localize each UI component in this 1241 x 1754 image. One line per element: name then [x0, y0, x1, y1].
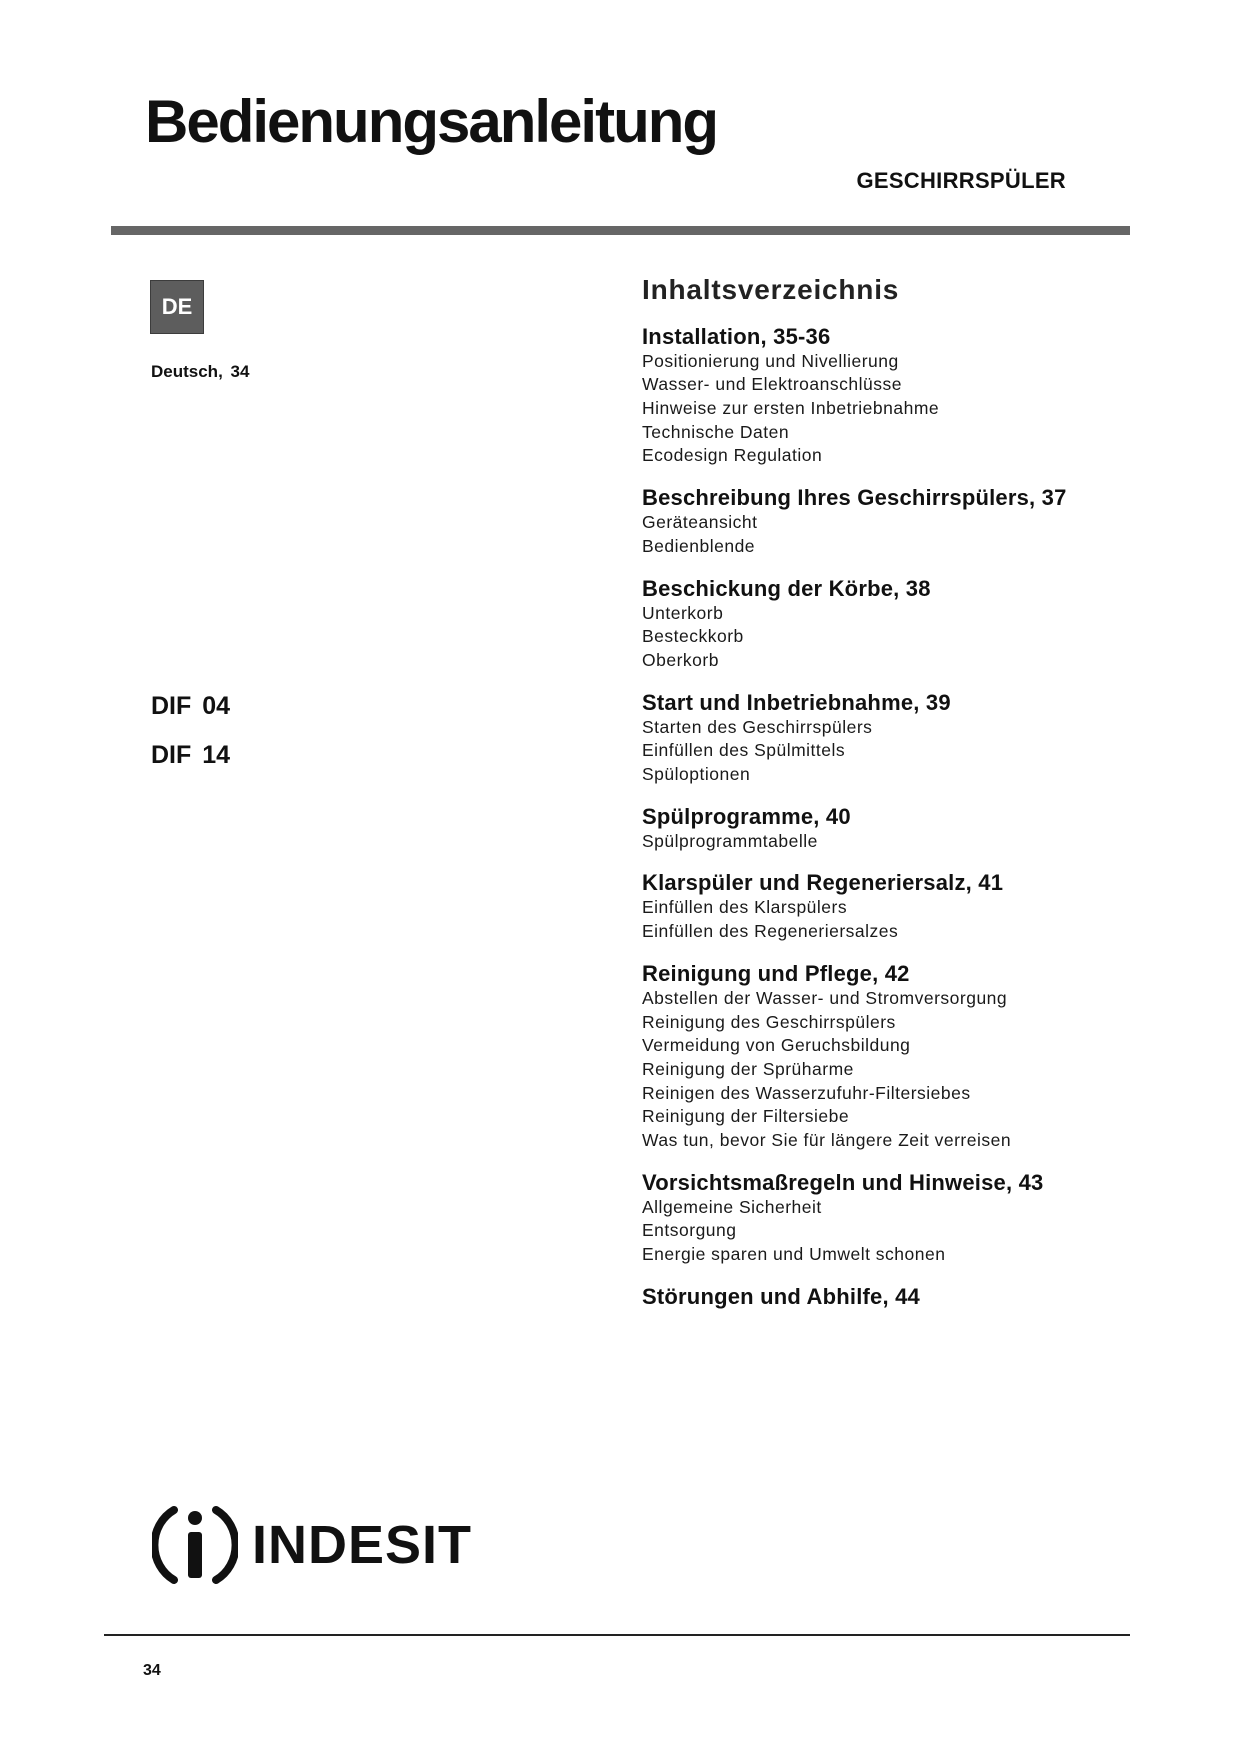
table-of-contents [642, 273, 1142, 1326]
page-number: 34 [143, 1662, 161, 1679]
toc-item: Einfüllen des Spülmittels [642, 740, 846, 761]
toc-item: Oberkorb [642, 649, 719, 670]
toc-section [642, 689, 1142, 787]
toc-section [642, 484, 1142, 558]
toc-item: Abstellen der Wasser- und Stromversorgung [642, 987, 1008, 1008]
toc-item: Einfüllen des Regeneriersalzes [642, 921, 899, 942]
product-category: GESCHIRRSPÜLER [856, 168, 1066, 193]
toc-section [642, 1169, 1142, 1267]
brand-name: INDESIT [252, 1515, 473, 1575]
toc-item: Bedienblende [642, 535, 756, 556]
toc-section-title: Klarspüler und Regeneriersalz, 41 [642, 870, 1004, 896]
toc-item: Positionierung und Nivellierung [642, 350, 899, 371]
toc-section-title: Installation, 35-36 [642, 323, 831, 349]
toc-item: Energie sparen und Umwelt schonen [642, 1244, 946, 1265]
toc-section-title: Vorsichtsmaßregeln und Hinweise, 43 [642, 1169, 1044, 1195]
toc-item: Hinweise zur ersten Inbetriebnahme [642, 398, 940, 418]
toc-item: Ecodesign Regulation [642, 445, 823, 466]
toc-item: Reinigung der Sprüharme [642, 1058, 854, 1079]
top-divider [111, 226, 1130, 235]
toc-item: Reinigung des Geschirrspülers [642, 1011, 896, 1032]
toc-section [642, 803, 1142, 854]
indesit-i-logo-icon [152, 1500, 238, 1590]
brand-logo [152, 1497, 492, 1593]
toc-section-title: Start und Inbetriebnahme, 39 [642, 689, 951, 715]
toc-item: Unterkorb [642, 602, 724, 623]
toc-item: Technische Daten [642, 421, 790, 442]
language-reference: Deutsch, 34 [151, 362, 250, 381]
toc-item: Starten des Geschirrspülers [642, 716, 873, 737]
toc-section [642, 1283, 1142, 1310]
toc-item: Entsorgung [642, 1220, 737, 1241]
toc-item: Vermeidung von Geruchsbildung [642, 1035, 911, 1056]
toc-item: Allgemeine Sicherheit [642, 1196, 822, 1217]
toc-item: Einfüllen des Klarspülers [642, 897, 848, 918]
bottom-divider [104, 1634, 1130, 1636]
model-name: DIF 04 [151, 692, 231, 720]
toc-heading: Inhaltsverzeichnis [642, 274, 900, 305]
toc-section-title: Beschickung der Körbe, 38 [642, 575, 931, 601]
toc-section [642, 575, 1142, 673]
document-title: Bedienungsanleitung [145, 88, 718, 155]
language-badge: DE [150, 280, 204, 334]
toc-item: Besteckkorb [642, 626, 744, 647]
toc-item: Was tun, bevor Sie für längere Zeit verreisen [642, 1130, 1012, 1151]
toc-item: Reinigen des Wasserzufuhr-Filtersiebes [642, 1082, 971, 1103]
toc-item: Wasser- und Elektroanschlüsse [642, 374, 902, 395]
toc-item: Spülprogrammtabelle [642, 830, 818, 851]
toc-item: Reinigung der Filtersiebe [642, 1106, 850, 1127]
toc-section-list [642, 323, 1142, 1310]
toc-section-title: Störungen und Abhilfe, 44 [642, 1283, 920, 1309]
model-name: DIF 14 [151, 741, 231, 769]
toc-section [642, 323, 1142, 469]
toc-section-title: Beschreibung Ihres Geschirrspülers, 37 [642, 485, 1067, 511]
toc-section-title: Reinigung und Pflege, 42 [642, 960, 910, 986]
toc-item: Spüloptionen [642, 764, 751, 785]
toc-item: Geräteansicht [642, 512, 758, 533]
toc-section [642, 960, 1142, 1153]
toc-section [642, 869, 1142, 943]
toc-section-title: Spülprogramme, 40 [642, 803, 851, 829]
